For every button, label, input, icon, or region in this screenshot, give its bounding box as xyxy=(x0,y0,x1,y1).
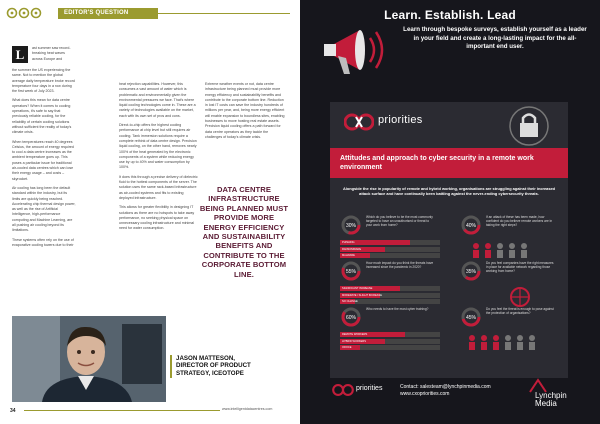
column-3 xyxy=(205,82,285,144)
drop-cap: L xyxy=(12,46,28,63)
stat-bars xyxy=(340,286,440,306)
media-word: Media xyxy=(535,399,557,408)
page-number: 34 xyxy=(10,408,16,414)
contact-url: www.cxopriorities.com xyxy=(400,391,450,397)
stat-ring xyxy=(460,260,482,282)
paragraph: the summer the US experiencing the same. Not to mention the global average daily temperature broke record temperature four days in a row during the first week of July 2023. xyxy=(12,68,75,94)
advert-subhead: Learn through bespoke surveys, establish yourself as a leader in your field and create a long-lasting impact for the all-important end user. xyxy=(403,26,587,51)
paragraph: Extreme weather events or not, data centre infrastructure being planned must provide more energy efficiency and sustainability benefits and contribute to the corporate bottom line. Reduction in lost IT costs can save the industry hundreds of millions per year, and, being more energy efficient will enable expansion to boundless sites, enabling businesses to move hosting real estate assets. Precision liquid cooling offers a path forward for data centre operators as they tackle the challenges of today's climate crisis. xyxy=(205,82,285,139)
stat-ring xyxy=(340,214,362,236)
paragraph: Direct-to-chip offers the highest cooling performance at chip level but still requires air cooling. Tank immersion solutions require a complete rethink of data centre design. Precision liquid cooling, on the other hand, removes nearly 100% of the heat generated by the electronic components of a system while reducing energy use by up to 40% and water consumption by 100%. xyxy=(119,123,197,170)
column-1 xyxy=(12,68,76,252)
author-title: DIRECTOR OF PRODUCT STRATEGY, ICEOTOPE xyxy=(176,362,251,377)
stat-ring xyxy=(340,306,362,328)
stat-bar-label: NO CHANGE xyxy=(342,300,358,303)
stat-question: Do you feel companies have the right measures in place for available network regarding those working from home? xyxy=(486,261,554,274)
megaphone-icon xyxy=(320,20,388,80)
pull-quote: DATA CENTRE INFRASTRUCTURE BEING PLANNED MUST PROVIDE MORE ENERGY EFFICIENCY AND SUSTAINABILITY BENEFITS AND CONTRIBUTE TO THE CORPORATE BOTTOM LINE. xyxy=(199,185,289,279)
paragraph: When temperatures reach 40 degrees Celsius, the amount of energy required to cool a data centre increases as the ambient temperature goes up. This poses a particular issue for traditional air-cooled data centres which can lose their energy usage – and costs – skyrocket. xyxy=(12,139,74,181)
lynchpin-logo-text xyxy=(535,392,567,408)
poster-intro: Alongside the rise in popularity of remote and hybrid working, organisations are struggling against their increased attack surface and have continually been battling against the never-ending cybersecurity threats. xyxy=(342,186,556,197)
stat-pct: 60% xyxy=(345,315,357,321)
survey-poster xyxy=(330,102,568,378)
stat-question: Who needs to have the most cyber training? xyxy=(366,307,429,311)
stat-question: Which do you believe to be the most commonly targeted to have an unauthorised or threat to your work from home? xyxy=(366,215,433,228)
paragraph: It does this through a precise delivery of dielectric fluid to the hottest components of the server. The solution uses the same rack-based infrastructure as air-cooled systems and fits to existing deployed infrastructure. xyxy=(119,174,198,200)
stat-pct: 45% xyxy=(465,315,477,321)
contact-email: Contact: salesteam@lynchpinmedia.com xyxy=(400,384,491,390)
advert-headline: Learn. Establish. Lead xyxy=(384,8,516,22)
stat-question: How much impact do you think the threats have increased since the pandemic in 2020? xyxy=(366,261,434,270)
paragraph: This allows for greater flexibility in designing IT solutions as there are no hotspots to take away performance, no seeking physical space on unnecessary cooling infrastructure and minimal need for water consumption. xyxy=(119,205,195,231)
paragraph: What does this mean for data centre operators? When it comes to cooling operations, it's safe to say that previously reliable cooling, for the reliability of certain cooling solutions without sufficient the reality of today's climate crisis. xyxy=(12,98,72,135)
magazine-logo-icon xyxy=(6,7,44,19)
stat-bar-label: REMOTE WORKERS xyxy=(342,333,368,336)
author-photo xyxy=(12,316,166,402)
people-icon xyxy=(470,242,550,258)
lock-icon xyxy=(498,106,560,146)
stat-ring xyxy=(460,214,482,236)
stat-pct: 55% xyxy=(345,269,357,275)
author-name: JASON MATTESON, xyxy=(176,355,236,362)
caption-accent xyxy=(170,355,172,378)
stat-question: If an attack of these has been made, how confident do you believe remote workers are in taking the right steps? xyxy=(486,215,553,228)
lynchpin-word: Lynchpin xyxy=(535,391,567,400)
stat-pct: 30% xyxy=(345,223,357,229)
poster-brand: priorities xyxy=(378,114,423,126)
stat-bar-label: RANSOMWARE xyxy=(342,247,362,251)
stat-pct: 40% xyxy=(465,223,477,229)
section-tag: EDITOR'S QUESTION xyxy=(58,8,158,19)
stat-bar-label: PHISHING xyxy=(342,241,355,244)
stat-bar-label: OFFICE xyxy=(342,346,352,349)
author-caption xyxy=(176,355,286,377)
stat-bars xyxy=(340,332,440,352)
stat-bars xyxy=(340,240,440,260)
stat-pct: 35% xyxy=(465,269,477,275)
column-2 xyxy=(119,82,199,236)
cxo-logo-icon xyxy=(344,112,374,132)
cxo-footer-logo-icon xyxy=(332,383,354,397)
stat-bar-label: HYBRID WORKERS xyxy=(342,339,366,343)
paragraph: Air cooling has long been the default standard within the industry, but its limits are quickly being reached. Accelerating chip thermal design power, as well as the rise of Artificial Intelligence, high-performance computing and Machine Learning, are all pushing air cooling beyond its limitations. xyxy=(12,185,76,233)
network-icon xyxy=(500,286,540,308)
contact-block xyxy=(400,384,491,398)
column-1-opening: ast summer saw record-breaking heat waves across Europe and xyxy=(32,46,71,61)
stat-bar-label: SIGNIFICANT INCREASE xyxy=(342,287,373,290)
footer-divider xyxy=(24,410,220,411)
poster-title: Attitudes and approach to cyber security in a remote work environment xyxy=(330,148,568,178)
section-divider xyxy=(158,13,290,14)
author-photo-illustration xyxy=(12,316,166,402)
people-icon xyxy=(466,334,556,350)
stat-bar-label: MALWARE xyxy=(342,254,355,257)
footer-url: www.intelligentdatacentres.com xyxy=(222,407,273,411)
paragraph: These systems often rely on the use of evaporative cooling towers due to their xyxy=(12,237,74,247)
footer-brand: priorities xyxy=(356,385,383,392)
stat-question: Do you feel the threat is enough to pose against the protection of organisations? xyxy=(486,307,554,316)
stat-ring xyxy=(340,260,362,282)
right-page-advert xyxy=(300,0,600,424)
stat-ring xyxy=(460,306,482,328)
stat-bar-label: MODERATE / SLIGHT INCREASE xyxy=(342,293,382,297)
paragraph: heat rejection capabilities. However, this consumes a vast amount of water which is problematic and environmentally given the environmental pressures we face. That's where liquid cooling technologies come in. These are a variety of technologies available on the market, each with its own set of pros and cons. xyxy=(119,82,196,118)
